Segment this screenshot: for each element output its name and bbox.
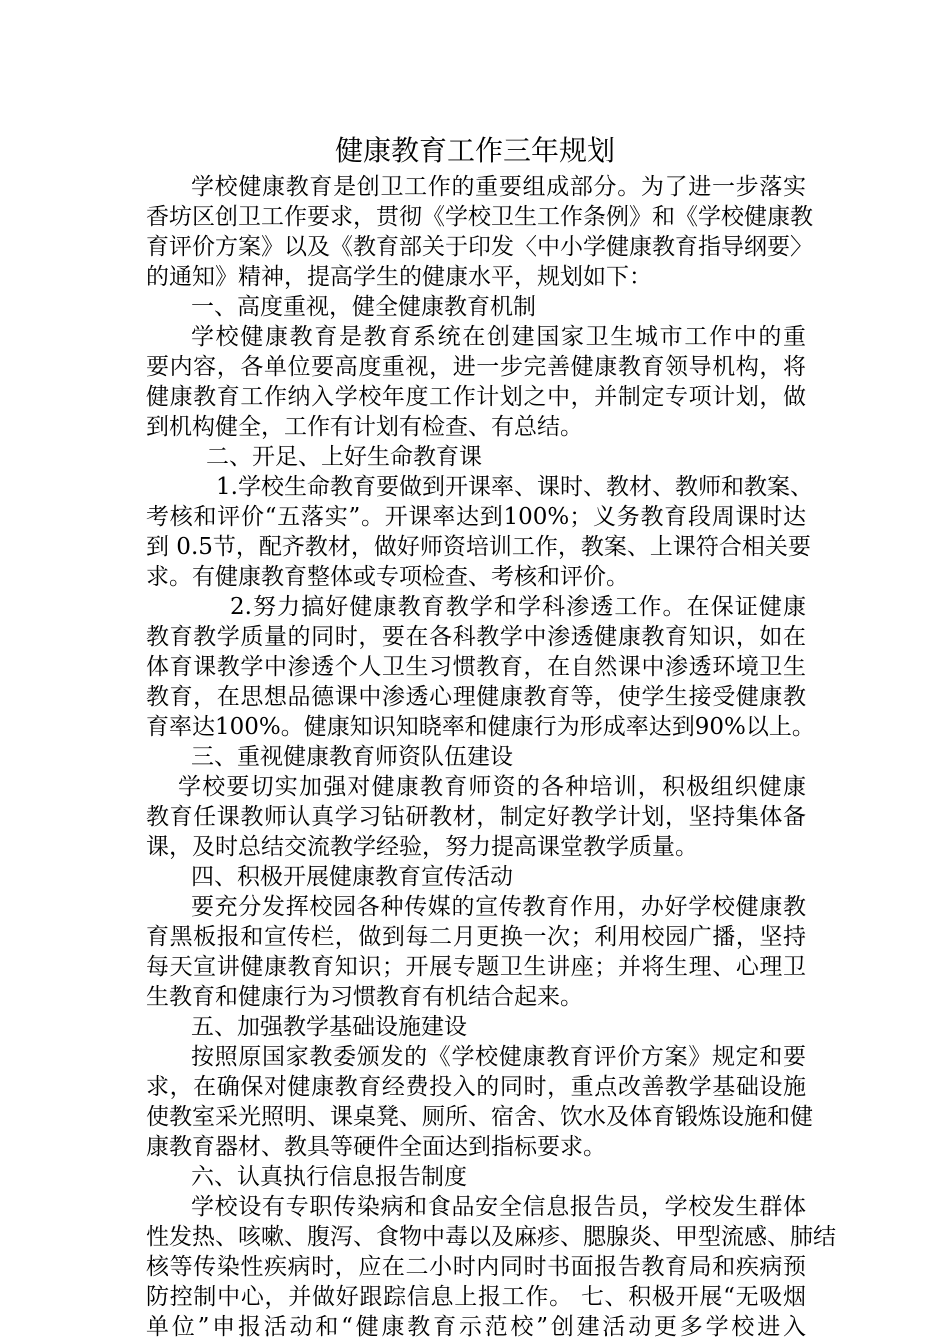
paragraph-line: 学校健康教育是创卫工作的重要组成部分。为了进一步落实 [191, 174, 806, 200]
paragraph-line: 学校健康教育是教育系统在创建国家卫生城市工作中的重 [191, 324, 806, 350]
paragraph-line: 学校要切实加强对健康教育师资的各种培训，积极组织健康 [178, 774, 806, 800]
section-heading: 一、高度重视，健全健康教育机制 [191, 294, 536, 320]
paragraph-line: 教育任课教师认真学习钻研教材，制定好教学计划，坚持集体备 [146, 804, 806, 830]
paragraph-line: 要内容，各单位要高度重视，进一步完善健康教育领导机构，将 [146, 354, 806, 380]
paragraph-line: 求。有健康教育整体或专项检查、考核和评价。 [146, 564, 629, 590]
paragraph-line: 要充分发挥校园各种传媒的宣传教育作用，办好学校健康教 [191, 894, 806, 920]
document-title: 健康教育工作三年规划 [334, 134, 615, 167]
paragraph-line: 使教室采光照明、课桌凳、厕所、宿舍、饮水及体育锻炼设施和健 [146, 1104, 813, 1130]
paragraph-line: 防控制中心，并做好跟踪信息上报工作。 七、积极开展“无吸烟 [146, 1284, 806, 1310]
paragraph-line: 求，在确保对健康教育经费投入的同时，重点改善教学基础设施 [146, 1074, 806, 1100]
section-heading: 五、加强教学基础设施建设 [191, 1014, 467, 1040]
paragraph-line: 教育教学质量的同时，要在各科教学中渗透健康教育知识，如在 [146, 624, 806, 650]
paragraph-line: 体育课教学中渗透个人卫生习惯教育，在自然课中渗透环境卫生 [146, 654, 806, 680]
paragraph-line: 生教育和健康行为习惯教育有机结合起来。 [146, 984, 583, 1010]
section-heading: 六、认真执行信息报告制度 [191, 1164, 467, 1190]
paragraph-line: 考核和评价“五落实”。开课率达到100%；义务教育段周课时达 [146, 504, 806, 530]
section-heading: 四、积极开展健康教育宣传活动 [191, 864, 513, 890]
paragraph-line: 按照原国家教委颁发的《学校健康教育评价方案》规定和要 [191, 1044, 806, 1070]
paragraph-line: 教育，在思想品德课中渗透心理健康教育等，使学生接受健康教 [146, 684, 806, 710]
paragraph-line: 学校设有专职传染病和食品安全信息报告员，学校发生群体 [191, 1194, 806, 1220]
paragraph-line: 每天宣讲健康教育知识；开展专题卫生讲座；并将生理、心理卫 [146, 954, 806, 980]
paragraph-line: 香坊区创卫工作要求，贯彻《学校卫生工作条例》和《学校健康教 [146, 204, 813, 230]
paragraph-line: 育评价方案》以及《教育部关于印发〈中小学健康教育指导纲要〉 [146, 234, 813, 260]
paragraph-line: 核等传染性疾病时，应在二小时内同时书面报告教育局和疾病预 [146, 1254, 806, 1280]
paragraph-line: 单位”申报活动和“健康教育示范校”创建活动更多学校进入 [146, 1314, 806, 1340]
paragraph-line: 课，及时总结交流教学经验，努力提高课堂教学质量。 [146, 834, 698, 860]
paragraph-line: 2.努力搞好健康教育教学和学科渗透工作。在保证健康 [230, 594, 806, 620]
paragraph-line: 育黑板报和宣传栏，做到每二月更换一次；利用校园广播，坚持 [146, 924, 806, 950]
paragraph-line: 到机构健全，工作有计划有检查、有总结。 [146, 414, 583, 440]
paragraph-line: 1.学校生命教育要做到开课率、课时、教材、教师和教案、 [216, 474, 813, 500]
paragraph-line: 健康教育工作纳入学校年度工作计划之中，并制定专项计划，做 [146, 384, 806, 410]
section-heading: 三、重视健康教育师资队伍建设 [191, 744, 513, 770]
paragraph-line: 到 0.5节，配齐教材，做好师资培训工作，教案、上课符合相关要 [146, 534, 811, 560]
paragraph-line: 康教育器材、教具等硬件全面达到指标要求。 [146, 1134, 606, 1160]
paragraph-line: 性发热、咳嗽、腹泻、食物中毒以及麻疹、腮腺炎、甲型流感、肺结 [146, 1224, 836, 1250]
paragraph-line: 育率达100%。健康知识知晓率和健康行为形成率达到90%以上。 [146, 714, 815, 740]
paragraph-line: 的通知》精神，提高学生的健康水平，规划如下： [146, 264, 652, 290]
section-heading: 二、开足、上好生命教育课 [206, 444, 482, 470]
